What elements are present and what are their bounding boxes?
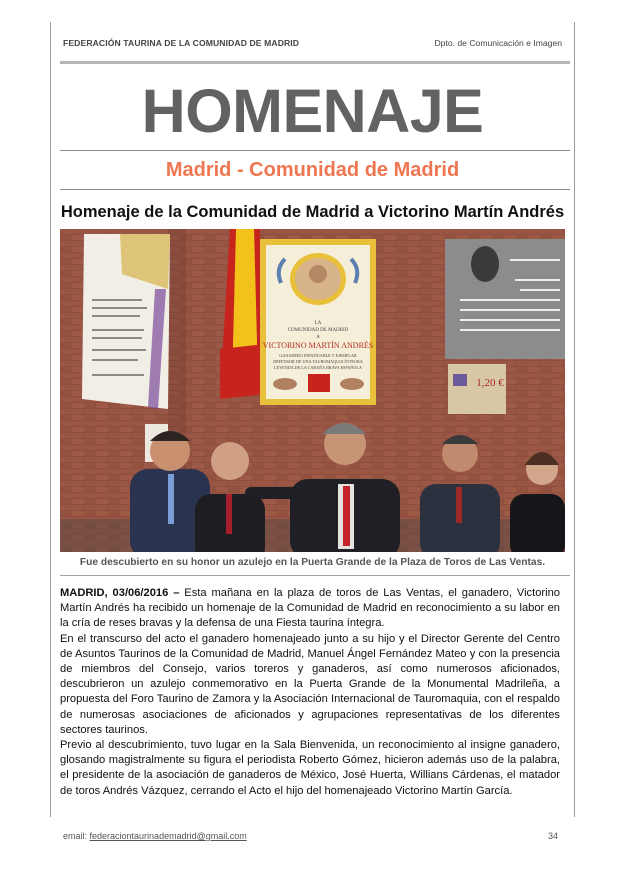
- dateline: MADRID, 03/06/2016 –: [60, 587, 180, 599]
- footer-email-label: email:: [63, 831, 90, 841]
- page-title: HOMENAJE: [141, 77, 484, 145]
- tile-text-4: VICTORINO MARTÍN ANDRÉS: [262, 341, 374, 350]
- page-number: 34: [548, 831, 559, 841]
- email-link[interactable]: federaciontaurinademadrid@gmail.com: [89, 831, 247, 841]
- caption-divider: [60, 575, 570, 576]
- header-organization: FEDERACIÓN TAURINA DE LA COMUNIDAD DE MADRID: [63, 38, 300, 48]
- photo-illustration: [60, 229, 565, 552]
- tile-text-7: LEYENDA DE LA CABAÑA BRAVA ESPAÑOLA: [274, 365, 362, 370]
- tile-text-5: GANADERO INFATIGABLE Y EJEMPLAR: [279, 353, 357, 358]
- price-sign: [448, 364, 506, 414]
- article-headline: Homenaje de la Comunidad de Madrid a Victorino Martín Andrés: [60, 203, 565, 221]
- paragraph-1: [60, 586, 560, 632]
- photo-caption: Fue descubierto en su honor un azulejo en la Puerta Grande de la Plaza de Toros de Las Ventas.: [79, 557, 546, 568]
- header-divider: [60, 61, 570, 64]
- article-photo: [60, 229, 565, 552]
- article-body: [60, 586, 560, 799]
- paragraph-1-text: Esta mañana en la plaza de toros de Las Ventas, el ganadero, Victorino Martín Andrés ha recibido un homenaje de la Comunidad de Madrid en reconocimiento a su labor en la cría de reses bravas y la defensa de una Fiesta taurina íntegra.: [60, 587, 560, 630]
- tile-text-6: DEFENSOR DE UNA TAUROMAQUIA ÍNTEGRA: [273, 359, 363, 364]
- paragraph-3: Previo al descubrimiento, tuvo lugar en la Sala Bienvenida, un reconocimiento al insigne ganadero, glosando magistralmente su figura el periodista Roberto Gómez, hicieron además uso de la palabra, el presidente de la asociación de ganaderos de México, José Huerta, Willians Cárdenas, el matador de toros Andrés Vázquez, cerrando el Acto el hijo del homenajeado Victorino Martín García.: [60, 739, 560, 797]
- azulejo-tile: [260, 239, 376, 405]
- page-frame-right: [574, 22, 575, 817]
- tile-text-3: A: [316, 335, 320, 340]
- tile-text-1: LA: [314, 321, 322, 326]
- tile-text-2: COMUNIDAD DE MADRID: [287, 328, 349, 333]
- stone-plaque: [445, 239, 565, 359]
- subtitle-divider: [60, 189, 570, 190]
- footer-email: [63, 831, 247, 841]
- title-divider: [60, 150, 570, 151]
- paragraph-2: En el transcurso del acto el ganadero homenajeado junto a su hijo y el Director Gerente del Centro de Asuntos Taurinos de la Comunidad de Madrid, Manuel Ángel Fernández Mateo y con la presencia de miembros del Consejo, varios toreros y ganaderos, así como numerosos aficionados, descubrieron un azulejo conmemorativo en la Puerta Grande de la Monumental Madrileña, a propuesta del Foro Taurino de Zamora y la Asociación Internacional de Tauromaquia, con el respaldo de numerosas asociaciones de aficionados y agrupaciones representativas de los diferentes sectores taurinos.: [60, 632, 560, 736]
- section-subtitle: Madrid - Comunidad de Madrid: [165, 159, 460, 181]
- price-sign-text: 1,20 €: [476, 377, 504, 389]
- header-department: Dpto. de Comunicación e Imagen: [434, 38, 562, 48]
